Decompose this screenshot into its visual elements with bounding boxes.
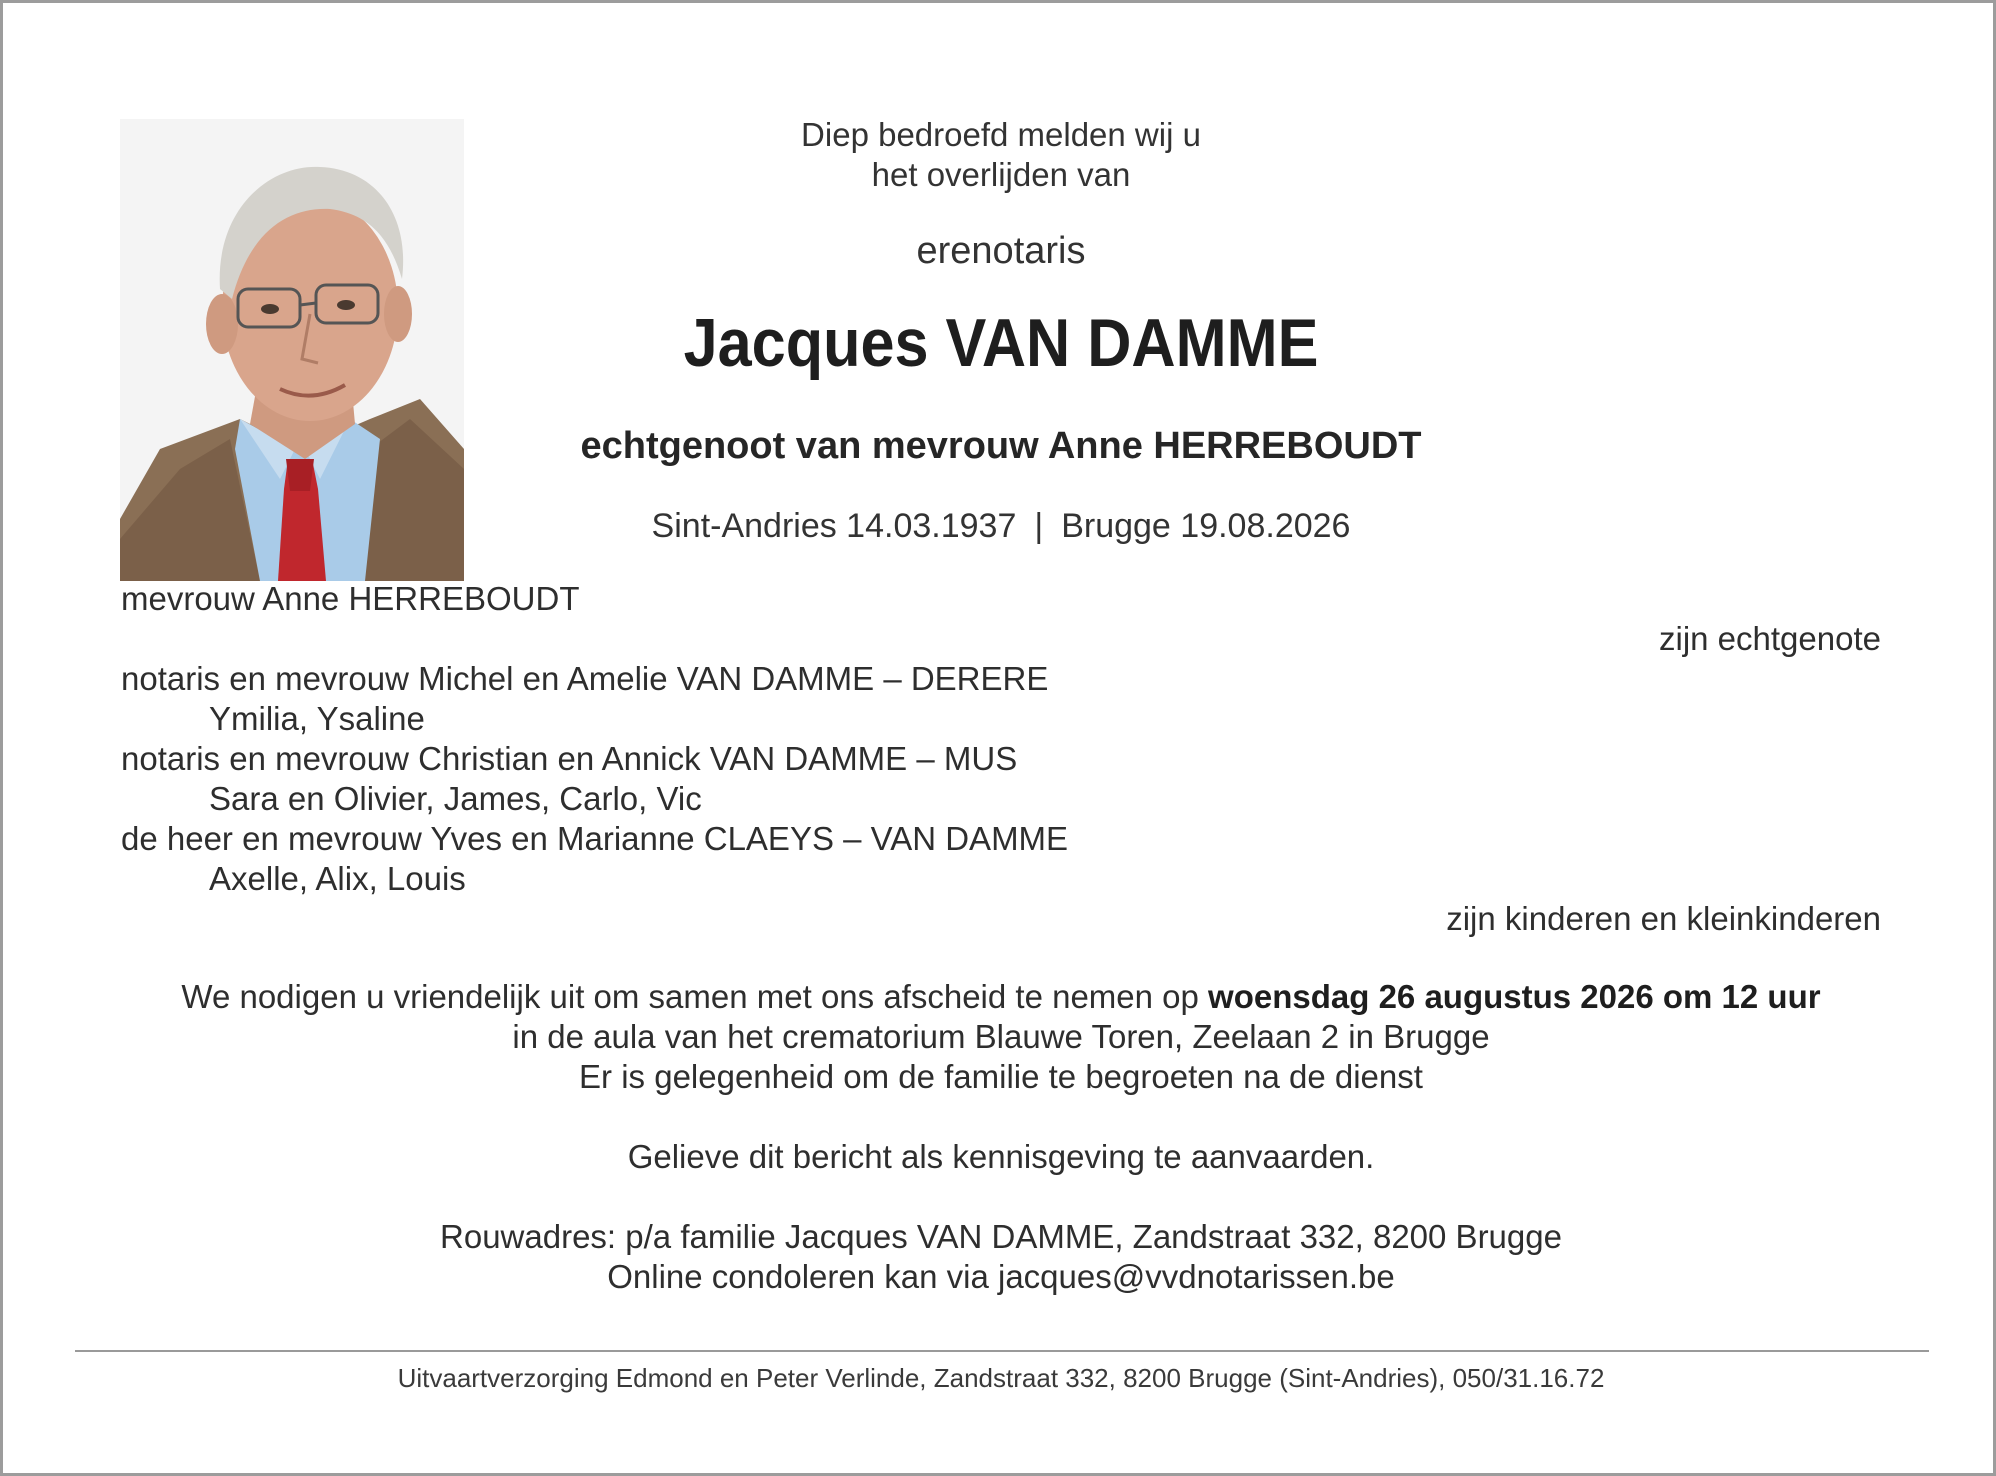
life-dates xyxy=(3,505,1996,547)
child-parents: de heer en mevrouw Yves en Marianne CLAEYS – VAN DAMME xyxy=(121,820,1069,857)
invitation-line-1 xyxy=(3,977,1996,1017)
spouse-name: mevrouw Anne HERREBOUDT xyxy=(121,580,580,617)
grandchildren: Ymilia, Ysaline xyxy=(209,700,425,737)
intro-line-1: Diep bedroefd melden wij u xyxy=(801,116,1201,153)
invitation-line-2: in de aula van het crematorium Blauwe Toren, Zeelaan 2 in Brugge xyxy=(512,1018,1490,1055)
funeral-home-footer: Uitvaartverzorging Edmond en Peter Verlinde, Zandstraat 332, 8200 Brugge (Sint-Andries), 050/31.16.72 xyxy=(397,1363,1605,1393)
child-parents: notaris en mevrouw Christian en Annick VAN DAMME – MUS xyxy=(121,740,1018,777)
intro-text xyxy=(3,115,1996,195)
spouse-line: echtgenoot van mevrouw Anne HERREBOUDT xyxy=(580,425,1422,467)
date-separator: | xyxy=(1034,507,1044,545)
deceased-name: Jacques VAN DAMME xyxy=(683,305,1319,381)
spouse-role: zijn echtgenote xyxy=(1659,620,1881,657)
child-parents: notaris en mevrouw Michel en Amelie VAN DAMME – DERERE xyxy=(121,660,1049,697)
ceremony-datetime: woensdag 26 augustus 2026 om 12 uur xyxy=(1208,978,1821,1015)
grandchildren: Axelle, Alix, Louis xyxy=(209,860,466,897)
intro-line-2: het overlijden van xyxy=(871,156,1131,193)
online-condolence: Online condoleren kan via jacques@vvdnotarissen.be xyxy=(607,1258,1395,1295)
mourning-address: Rouwadres: p/a familie Jacques VAN DAMME, Zandstraat 332, 8200 Brugge xyxy=(440,1218,1562,1255)
honorific-title: erenotaris xyxy=(916,230,1086,272)
children-role: zijn kinderen en kleinkinderen xyxy=(1446,900,1881,937)
birth-date: Sint-Andries 14.03.1937 xyxy=(651,507,1017,545)
invitation-block xyxy=(3,977,1996,1297)
family-list xyxy=(121,579,1881,939)
grandchildren: Sara en Olivier, James, Carlo, Vic xyxy=(209,780,702,817)
notice-text: Gelieve dit bericht als kennisgeving te aanvaarden. xyxy=(627,1138,1375,1175)
invitation-line-3: Er is gelegenheid om de familie te begroeten na de dienst xyxy=(579,1058,1423,1095)
death-date: Brugge 19.08.2026 xyxy=(1061,507,1351,545)
footer-divider xyxy=(75,1350,1929,1352)
invitation-text: We nodigen u vriendelijk uit om samen met ons afscheid te nemen op xyxy=(181,978,1209,1015)
